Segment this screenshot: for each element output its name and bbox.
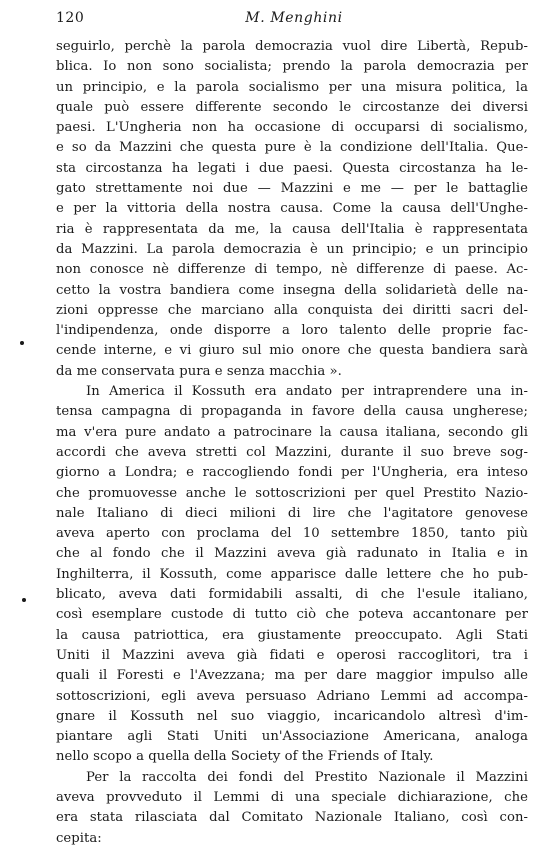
page-number: 120 — [56, 10, 85, 26]
text-line: da me conservata pura e senza macchia ». — [56, 363, 342, 379]
text-line: così esemplare custode di tutto ciò che poteva accantonare per — [56, 607, 528, 623]
margin-speck — [20, 341, 24, 345]
text-line: tensa campagna di propaganda in favore della causa ungherese; — [56, 404, 528, 420]
paragraph-prestito — [56, 768, 528, 849]
margin-speck — [22, 598, 26, 602]
text-line: la causa patriottica, era giustamente preoccupato. Agli Stati — [56, 627, 528, 643]
paragraph-kossuth-speech — [56, 37, 528, 382]
page-header — [56, 8, 532, 32]
text-line: accordi che aveva stretti col Mazzini, durante il suo breve sog- — [56, 444, 528, 460]
text-line: aveva provveduto il Lemmi di una speciale dichiarazione, che — [56, 789, 528, 805]
text-line: piantare agli Stati Uniti un'Associazione Americana, analoga — [56, 729, 528, 745]
text-line: che promuovesse anche le sottoscrizioni per quel Prestito Nazio- — [56, 485, 528, 501]
text-line: giorno a Londra; e raccogliendo fondi per l'Ungheria, era inteso — [56, 465, 528, 481]
text-line: cende interne, e vi giuro sul mio onore che questa bandiera sarà — [56, 343, 528, 359]
text-line: zioni oppresse che marciano alla conquista dei diritti sacri del- — [56, 302, 528, 318]
text-line: non conosce nè differenze di tempo, nè differenze di paese. Ac- — [56, 262, 528, 278]
text-line: Inghilterra, il Kossuth, come apparisce dalle lettere che ho pub- — [56, 566, 528, 582]
paragraph-america — [56, 382, 528, 768]
text-line: l'indipendenza, onde disporre a loro talento delle proprie fac- — [56, 323, 528, 339]
text-line: paesi. L'Ungheria non ha occasione di occuparsi di socialismo, — [56, 120, 528, 136]
text-line: Per la raccolta dei fondi del Prestito Nazionale il Mazzini — [86, 769, 528, 785]
text-line: aveva aperto con proclama del 10 settembre 1850, tanto più — [56, 526, 528, 542]
text-line: In America il Kossuth era andato per intraprendere una in- — [86, 384, 528, 400]
text-line: sta circostanza ha legati i due paesi. Questa circostanza ha le- — [56, 160, 528, 176]
text-line: sottoscrizioni, egli aveva persuaso Adriano Lemmi ad accompa- — [56, 688, 528, 704]
text-line: che al fondo che il Mazzini aveva già radunato in Italia e in — [56, 546, 528, 562]
text-line: blicato, aveva dati formidabili assalti, di che l'esule italiano, — [56, 587, 528, 603]
text-line: e per la vittoria della nostra causa. Come la causa dell'Unghe- — [56, 201, 528, 217]
text-line: nale Italiano di dieci milioni di lire che l'agitatore genovese — [56, 505, 528, 521]
text-line: quali il Foresti e l'Avezzana; ma per dare maggior impulso alle — [56, 668, 528, 684]
text-line: ria è rappresentata da me, la causa dell'Italia è rappresentata — [56, 221, 528, 237]
text-line: era stata rilasciata dal Comitato Nazionale Italiano, così con- — [56, 810, 528, 826]
text-line: e so da Mazzini che questa pure è la condizione dell'Italia. Que- — [56, 140, 528, 156]
running-head: M. Menghini — [245, 10, 343, 26]
text-line: blica. Io non sono socialista; prendo la parola democrazia per — [56, 59, 528, 75]
text-line: gato strettamente noi due — Mazzini e me — per le battaglie — [56, 181, 528, 197]
text-line: quale può essere differente secondo le circostanze dei diversi — [56, 99, 528, 115]
body-text — [56, 37, 528, 849]
text-line: cepita: — [56, 830, 102, 846]
text-line: gnare il Kossuth nel suo viaggio, incaricandolo altresì d'im- — [56, 708, 528, 724]
text-line: un principio, e la parola socialismo per una misura politica, la — [56, 79, 528, 95]
text-line: Uniti il Mazzini aveva già fidati e operosi raccoglitori, tra i — [56, 647, 528, 663]
text-line: cetto la vostra bandiera come insegna della solidarietà delle na- — [56, 282, 528, 298]
text-line: da Mazzini. La parola democrazia è un principio; e un principio — [56, 241, 528, 257]
text-line: seguirlo, perchè la parola democrazia vuol dire Libertà, Repub- — [56, 39, 528, 54]
text-line: ma v'era pure andato a patrocinare la causa italiana, secondo gli — [56, 424, 528, 440]
text-line: nello scopo a quella della Society of the Friends of Italy. — [56, 749, 434, 765]
